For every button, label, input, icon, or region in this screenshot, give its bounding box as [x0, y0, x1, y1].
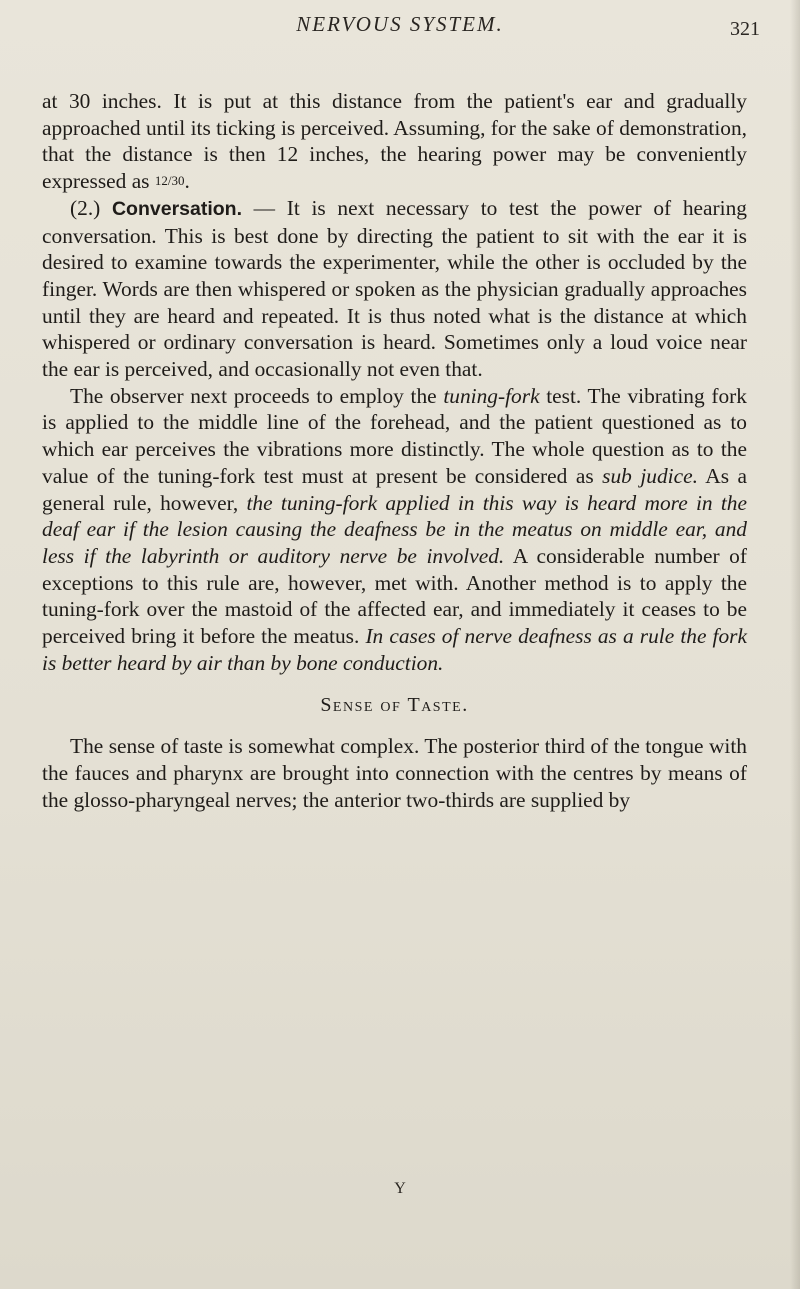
section-number: (2.) [70, 195, 101, 220]
em-dash: — [242, 195, 287, 220]
signature-mark: Y [394, 1180, 406, 1197]
page-edge-shadow [790, 0, 800, 1289]
page-body [42, 88, 747, 813]
italic-text: sub judice. [602, 463, 698, 488]
punctuation: . [184, 169, 190, 194]
paragraph-text: test. The vibrating fork is applied to the middle line of the forehead, and the patient questioned as to which ear perceives the vibrations more distinctly. The whole question as to the value of the tuning-fork test must at present be considered as [42, 383, 747, 488]
paragraph-text: at 30 inches. It is put at this distance from the patient's ear and gradually approached until its ticking is perceived. Assuming, for the sake of demonstration, that the distance is then 12 inches, the hearing power may be conveniently expressed as [42, 89, 747, 194]
paragraph-text: It is next necessary to test the power of hearing conversation. This is best done by directing the patient to sit with the ear it is desired to examine towards the experimenter, while the other is occluded by the finger. Words are then whispered or spoken as the physician gradually approaches until they are heard and repeated. It is thus noted what is the distance at which whispered or ordinary conversation is heard. Sometimes only a loud voice near the ear is perceived, and occasionally not even that. [42, 195, 747, 382]
paragraph-taste: The sense of taste is somewhat complex. The posterior third of the tongue with the fauces and pharynx are brought into connection with the centres by means of the glosso-pharyngeal nerves; the anterior two-thirds are supplied by [42, 734, 747, 812]
italic-text: In cases of nerve deafness as a rule the fork is better heard by air than by bone conduction. [42, 624, 747, 675]
section-term: Conversation. [111, 197, 242, 220]
italic-text: the tuning-fork applied in this way is heard more in the deaf ear if the lesion causing the deafness be in the meatus on middle ear, and less if the labyrinth or auditory nerve be involved. [42, 490, 747, 568]
paragraph-text: A considerable number of exceptions to this rule are, however, met with. Another method is to apply the tuning-fork over the mastoid of the affected ear, and immediately it ceases to be perceived bring it before the meatus. [42, 543, 747, 649]
paragraph-text: The observer next proceeds to employ the [70, 383, 444, 408]
page-number: 321 [730, 18, 760, 40]
section-heading: Sense of Taste. [320, 694, 469, 717]
paragraph-conversation [42, 195, 747, 383]
paragraph-text: As a general rule, however, [42, 463, 747, 515]
paragraph-watch-test [42, 88, 747, 195]
paragraph-tuning-fork [42, 383, 747, 677]
fraction: 12/30 [154, 173, 185, 189]
running-head: NERVOUS SYSTEM. [296, 12, 504, 36]
italic-text: tuning-fork [443, 383, 540, 408]
